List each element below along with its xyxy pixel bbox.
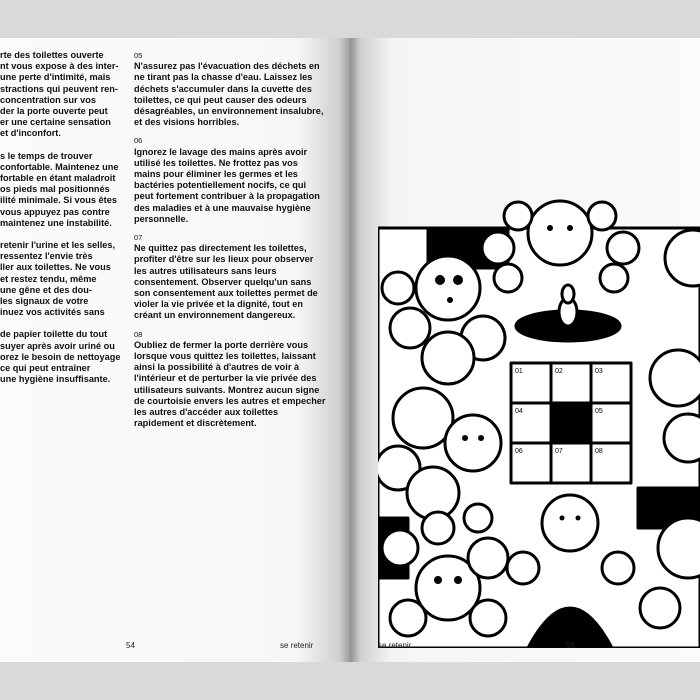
text-line: une gêne et des dou- xyxy=(0,284,92,295)
text-line: ressentez l'envie très xyxy=(0,251,93,262)
section-number: 06 xyxy=(134,136,143,146)
character-face xyxy=(650,350,700,406)
illustration xyxy=(378,188,700,648)
left-page xyxy=(0,38,350,662)
text-line: fortable en étant maladroit xyxy=(0,173,116,184)
text-line: s le temps de trouver xyxy=(0,150,93,161)
text-line: inuez vos activités sans xyxy=(0,307,105,318)
text-line: orez le besoin de nettoyage xyxy=(0,351,121,362)
text-line: retenir l'urine et les selles, xyxy=(0,240,116,251)
running-title-left: se retenir xyxy=(280,641,314,650)
running-title-right: se retenir xyxy=(378,641,412,650)
right-page xyxy=(350,38,700,662)
text-line: maintenez une instabilité. xyxy=(0,217,112,228)
grid-label: 03 xyxy=(595,368,603,375)
text-line: nt vous expose à des inter- xyxy=(0,61,119,72)
text-line: ilité minimale. Si vous êtes xyxy=(0,195,117,206)
section-number: 07 xyxy=(134,233,143,243)
page-number-right: 55 xyxy=(566,641,575,650)
text-line: suyer après avoir uriné ou xyxy=(0,340,115,351)
text-line: de papier toilette du tout xyxy=(0,329,108,340)
text-line: concentration sur vos xyxy=(0,94,96,105)
section-text: Ignorez le lavage des mains après avoir utilisé les toilettes. Ne frottez pas vos mains pour éliminer les germes et les bactéries potentiellement nocifs, ce qui peut fortement contribuer à la propagation des maladies et à une mauvaise hygiène personnelle. xyxy=(134,146,320,224)
character-face xyxy=(528,201,592,265)
text-line xyxy=(0,140,122,151)
text-line xyxy=(0,318,122,329)
text-line: et restez tendu, même xyxy=(0,273,97,284)
grid-label: 07 xyxy=(555,448,563,455)
text-line: vous appuyez pas contre xyxy=(0,206,110,217)
character-face xyxy=(445,415,501,471)
poop-blob xyxy=(562,285,574,303)
numbered-grid xyxy=(511,363,631,483)
text-line xyxy=(0,229,122,240)
text-line: confortable. Maintenez une xyxy=(0,161,119,172)
character-face xyxy=(542,495,598,551)
text-column-left xyxy=(0,50,122,385)
book-spread xyxy=(0,38,700,662)
text-line: er une certaine sensation xyxy=(0,117,111,128)
section-text: Oubliez de fermer la porte derrière vous lorsque vous quittez les toilettes, laissant ainsi la possibilité à d'autres de voir à l'intérieur et de perturber la vie privée des utilisateurs suivants. Montrez aucun signe de courtoisie envers les autres et empecher les autres d'accéder aux toilettes rapidement et discrètement. xyxy=(134,339,326,429)
text-line: les signaux de votre xyxy=(0,296,89,307)
text-line: der la porte ouverte peut xyxy=(0,106,108,117)
text-line: rte des toilettes ouverte xyxy=(0,50,104,60)
text-line: ce qui peut entraîner xyxy=(0,363,91,374)
section-number: 05 xyxy=(134,51,143,60)
character-face xyxy=(416,256,480,320)
section-number: 08 xyxy=(134,329,143,339)
grid-label: 04 xyxy=(515,408,523,415)
text-line: ller aux toilettes. Ne vous xyxy=(0,262,111,273)
text-line: et d'inconfort. xyxy=(0,128,61,139)
text-line: stractions qui peuvent ren- xyxy=(0,83,118,94)
text-column-right xyxy=(134,50,326,430)
section-text: N'assurez pas l'évacuation des déchets en ne tirant pas la chasse d'eau. Laissez les déchets s'accumuler dans la cuvette des toilettes, ce qui peut causer des odeurs désagréables, un environnement insalubre, et des visions horribles. xyxy=(134,61,324,128)
page-number-left: 54 xyxy=(126,641,135,650)
grid-label: 06 xyxy=(515,448,523,455)
section-text: Ne quittez pas directement les toilettes, profiter d'être sur les lieux pour observer les autres utilisateurs sans leurs consentement. Observer quelqu'un sans son consentement aux toilettes permet de violer la vie privée et la dignité, tout en créant un environnement dangereux. xyxy=(134,243,318,321)
grid-label: 02 xyxy=(555,368,563,375)
grid-label: 01 xyxy=(515,368,523,375)
grid-label: 08 xyxy=(595,448,603,455)
text-line: os pieds mal positionnés xyxy=(0,184,110,195)
text-line: une perte d'intimité, mais xyxy=(0,72,111,83)
text-line: une hygiène insuffisante. xyxy=(0,374,111,385)
grid-label: 05 xyxy=(595,408,603,415)
